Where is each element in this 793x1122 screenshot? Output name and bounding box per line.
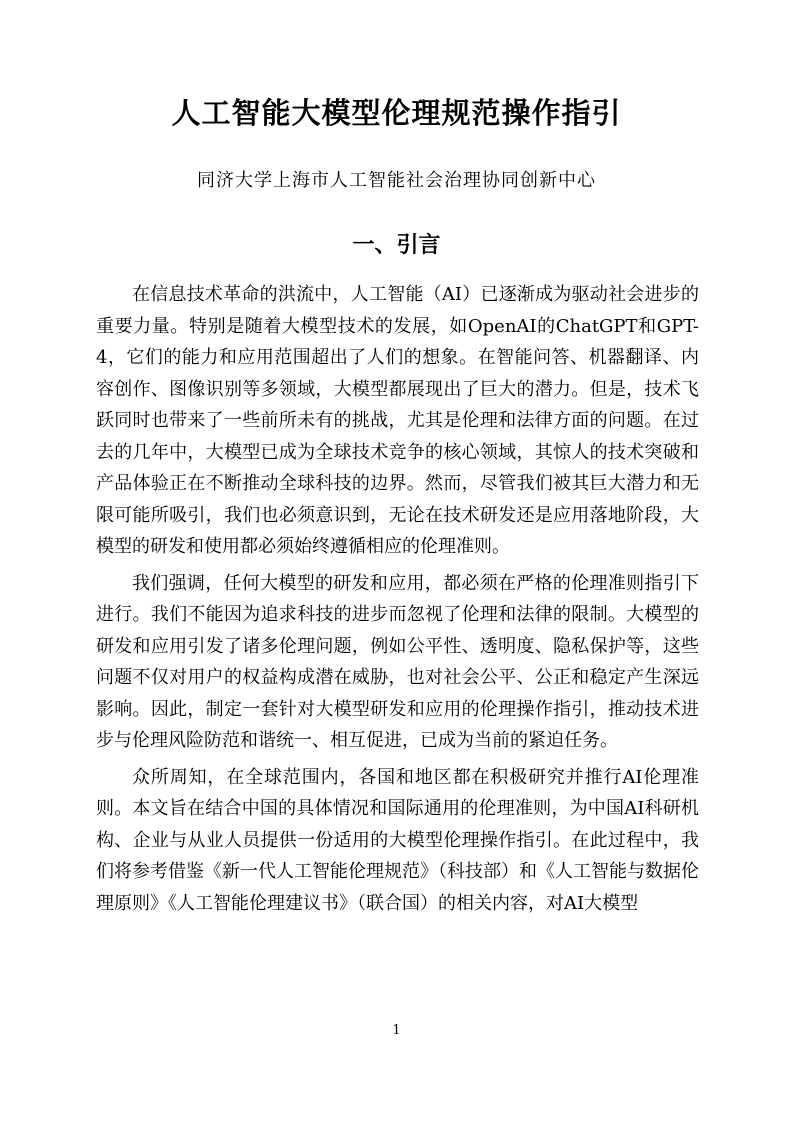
body-text xyxy=(96,279,699,924)
paragraph-3: 众所周知，在全球范围内，各国和地区都在积极研究并推行AI伦理准则。本文旨在结合中国的具体情况和国际通用的伦理准则，为中国AI科研机构、企业与从业人员提供一份适用的大模型伦理操作指引。在此过程中，我们将参考借鉴《新一代人工智能伦理规范》（科技部）和《人工智能与数据伦理原则》《人工智能伦理建议书》（联合国）的相关内容，对AI大模型 xyxy=(96,766,699,914)
page-number: 1 xyxy=(392,1023,401,1038)
document-subtitle: 同济大学上海市人工智能社会治理协同创新中心 xyxy=(197,170,596,191)
section-heading: 一、引言 xyxy=(352,233,441,258)
paragraph-2: 我们强调，任何大模型的研发和应用，都必须在严格的伦理准则指引下进行。我们不能因为追求科技的进步而忽视了伦理和法律的限制。大模型的研发和应用引发了诸多伦理问题，例如公平性、透明度、隐私保护等，这些问题不仅对用户的权益构成潜在威胁，也对社会公平、公正和稳定产生深远影响。因此，制定一套针对大模型研发和应用的伦理操作指引，推动技术进步与伦理风险防范和谐统一、相互促进，已成为当前的紧迫任务。 xyxy=(96,572,699,751)
document-title: 人工智能大模型伦理规范操作指引 xyxy=(171,96,622,130)
paragraph-1: 在信息技术革命的洪流中，人工智能（AI）已逐渐成为驱动社会进步的重要力量。特别是随着大模型技术的发展，如OpenAI的ChatGPT和GPT-4，它们的能力和应用范围超出了人们的想象。在智能问答、机器翻译、内容创作、图像识别等多领域，大模型都展现出了巨大的潜力。但是，技术飞跃同时也带来了一些前所未有的挑战，尤其是伦理和法律方面的问题。在过去的几年中，大模型已成为全球技术竞争的核心领域，其惊人的技术突破和产品体验正在不断推动全球科技的边界。然而，尽管我们被其巨大潜力和无限可能所吸引，我们也必须意识到，无论在技术研发还是应用落地阶段，大模型的研发和使用都必须始终遵循相应的伦理准则。 xyxy=(96,284,699,557)
